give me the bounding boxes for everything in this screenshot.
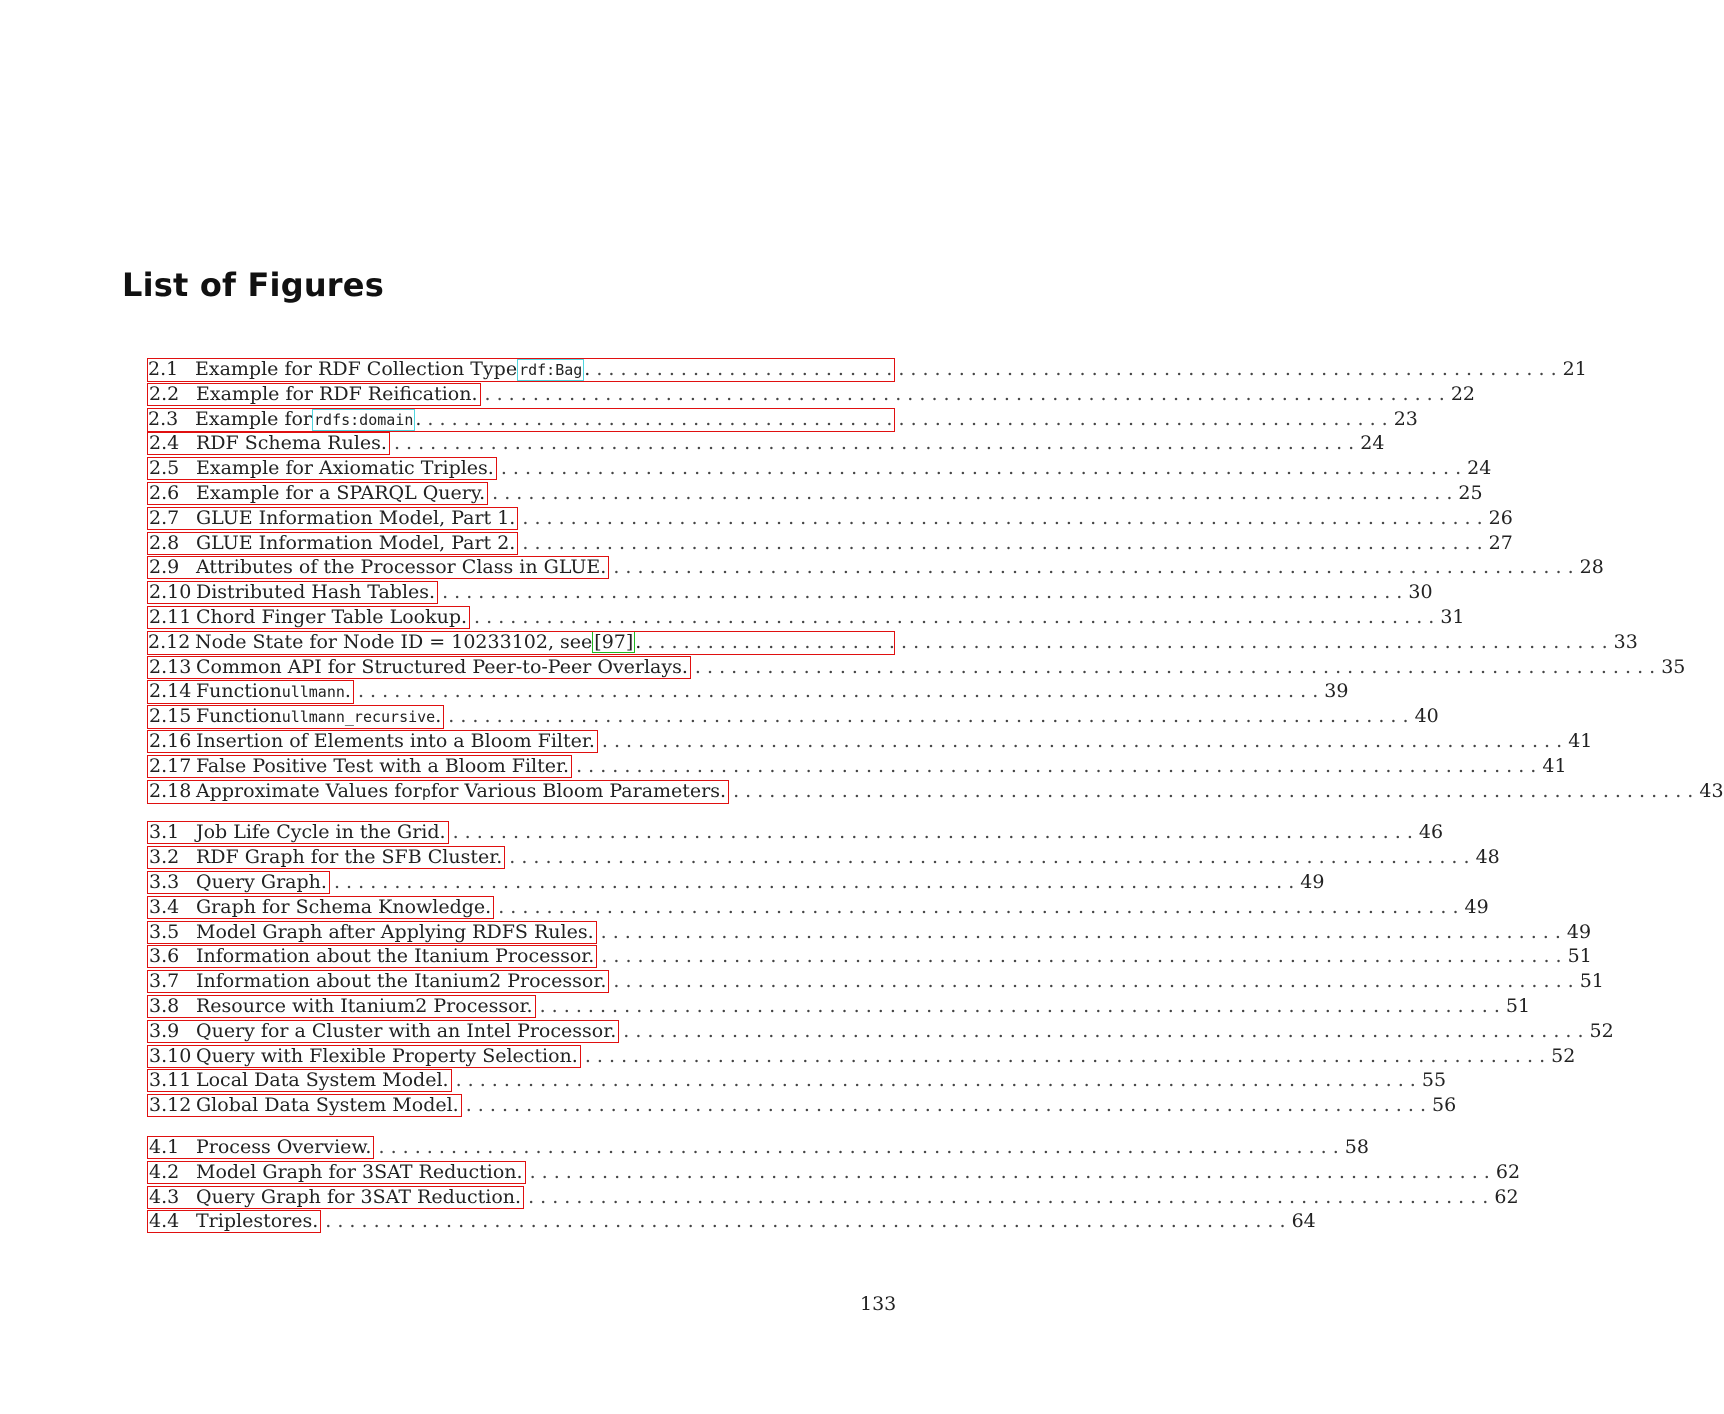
figure-page-number: 27 [1488,531,1513,554]
figure-link[interactable] [147,383,481,406]
figure-number: 3.1 [149,821,180,844]
leader-dots: . . . . . . . . . . . . . . . . . . . . . . . . . . . . . . . . . . . . . . . . . . . . . . . . . . . . . . . . . . . . . . . . . . . . . . . . . . . . . . . . [393,432,1355,455]
figure-caption: Distributed Hash Tables. [196,581,436,604]
figure-number: 2.17 [149,754,192,777]
figure-page-number: 48 [1475,846,1500,869]
figure-caption: Information about the Itanium2 Processor. [196,970,607,993]
figure-number: 2.18 [149,779,192,802]
figure-caption: Example for Axiomatic Triples. [196,457,494,480]
leader-dots: . . . . . . . . . . . . . . . . . . . . . . . . . . . . . . . . . . . . . . . . . . . . . . . . . . . . . . . . . . . . . . . . . . . . . . . . . . . . . . . . [694,655,1656,678]
figure-number: 2.2 [149,382,180,405]
figure-link[interactable] [147,482,488,505]
figure-caption: False Positive Test with a Bloom Filter. [196,754,570,777]
leader-dots: . . . . . . . . . . . . . . . . . . . . . . . . . . . . . . . . . . . . . . . . . . . . . . . . . . . . . . . . . . . . . . . . . . . . . . . . . . . . . . . . [455,1069,1416,1092]
figure-link[interactable] [147,631,643,653]
figure-caption: Chord Finger Table Lookup. [196,605,468,628]
figure-link[interactable] [147,606,470,629]
leader-dots: . . . . . . . . . . . . . . . . . . . . . . . . . . . . . . . . . . . . . . . . . . . . . . . . . . . . . . . . . . . . . . . . . . . . . . . . . . . . . . . . [378,1135,1339,1158]
figure-number: 3.2 [149,846,180,869]
figure-page-number: 21 [1562,358,1587,380]
leader-dots: . . . . . . . . . . . . . . . . . . . . . . . . . . . . . . . . . . . . . . . . . . . . . . . . . . . . . . . . . . . . . . . . . . . . . . . . . . . . . . . . [529,1160,1490,1183]
figure-caption: Resource with Itanium2 Processor. [196,994,533,1017]
lof-entry[interactable] [149,481,1483,506]
leader-dots: . . . . . . . . . . . . . . . . . . . . . . . . . . . . . . . . . . . . . . . . . . . . . . . . . . . . . . . . . . . . . . . . . . . . . . . . . . . . . . . . [474,605,1435,628]
figure-page-number: 24 [1360,432,1385,455]
figure-number: 2.1 [148,358,179,380]
leader-dots: . . . . . . . . . . . . . . . . . . . . . . . . . . . . . . . . . . . . . . . . . . . . . . . . . . . . . . . . . . . . . . . . . . . . . . . . . . . . . . . . [448,705,1409,728]
figure-page-number: 62 [1494,1185,1519,1208]
figure-caption: . [635,630,642,653]
figure-page-number: 55 [1421,1069,1447,1092]
figure-page-number: 56 [1432,1094,1457,1117]
leader-dots: . . . . . . . . . . . . . . . . . . . . . . . . . . . . . . . . . . . . . . . . . . . . . . . . . . . . . . . . . . . . . . . . . . . . . . . . . . . . . . . . [576,754,1537,777]
leader-dots: . . . . . . . . . . . . . . . . . . . . . . . . . . . . . . . . . . . . . . . . . . . . . . . . . . . . . . . . . . . . . . . . . . . . . . . . . . . . . . . . [325,1210,1286,1233]
figure-caption: RDF Schema Rules. [196,432,387,455]
citation-link[interactable]: [97] [594,630,634,653]
figure-number: 2.5 [149,457,180,480]
figure-number: 2.10 [149,581,192,604]
figure-caption: Query Graph for 3SAT Reduction. [196,1185,522,1208]
figure-link[interactable] [147,556,609,579]
figure-page-number: 24 [1467,457,1492,480]
figure-caption: Graph for Schema Knowledge. [196,895,492,918]
figure-link[interactable] [147,1045,581,1068]
figure-caption: Global Data System Model. [196,1094,459,1117]
leader-dots: . . . . . . . . . . . . . . . . . . . . . . . . . . . . . . . . . . . . . . . . . . . . . . . . . . . . . . . . . . . . . . . . . . . . . . . . . . . . . . . . [509,846,1470,869]
figure-page-number: 39 [1324,680,1349,703]
figure-page-number: 46 [1418,821,1444,844]
figure-caption: Information about the Itanium Processor. [196,945,595,968]
lof-entry[interactable] [149,655,1686,680]
figure-number: 3.9 [149,1019,180,1042]
figure-number: 3.8 [149,994,180,1017]
figure-page-number: 51 [1567,945,1592,968]
figure-page-number: 40 [1414,705,1439,728]
leader-dots: . . . . . . . . . . . . . . . . . . . . . . . . . . . . . . . . . . . . . . . . . . . . . . . . . . . . . . . . . . . . . . . . . . . . . . . . . . . . . . . . [613,556,1574,579]
leader-dots: . . . . . . . . . . . . . . . . . . . . . . . . . . . . . . . . . . . . . . . . . . . . . . . . . . . . . . . . . . . . . . . . . . . . . . . . . . . . . . . . [528,1185,1489,1208]
figure-link[interactable] [147,680,354,704]
figure-number: 4.4 [149,1210,180,1233]
leader-dots: . . . . . . . . . . . . . . . . . . . . . . . . . . . . . . . . . . . . . . . . . . . . . . . . . . . . . . . . . . . . . . . . . . . . . . . . . . . . . . . . [601,945,1562,968]
lof-entry[interactable] [149,920,1592,945]
figure-number: 3.5 [149,920,180,943]
code-link[interactable]: rdfs:domain [314,410,414,429]
leader-dots: . . . . . . . . . . . . . . . . . . . . . . . . . . . . . . . . . . . . . . . . . . . . . . . . . . . . . . . . . . . . . . . . . . . . . . . . . . . . . . . . [601,729,1563,752]
figure-page-number: 49 [1566,920,1592,943]
figure-caption: Function [196,705,282,728]
figure-caption: Local Data System Model. [196,1069,449,1092]
lof-entry[interactable] [149,580,1433,605]
lof-entry[interactable] [149,1160,1521,1185]
figure-page-number: 31 [1440,605,1465,628]
figure-link[interactable] [147,780,729,804]
leader-dots: . . . . . . . . . . . . . . . . . . . . . . . . . . . . . . . . . . . . . . . . . . . . . . . . . . . . . . . . . . . . . . . . . . . . . . . . . . . . . . . . [647,630,1608,653]
figure-link[interactable] [147,730,598,753]
page-title: List of Figures [122,266,384,304]
figure-caption: Example for a SPARQL Query. [196,481,486,504]
figure-caption: for Various Bloom Parameters. [430,779,727,802]
figure-page-number: 49 [1300,870,1325,893]
figure-number: 2.15 [149,705,192,728]
figure-number: 4.2 [149,1160,180,1183]
leader-dots: . . . . . . . . . . . . . . . . . . . . . . . . . . . . . . . . . . . . . . . . . . . . . . . . . . . . . . . . . . . . . . . . . . . . . . . . . . . . . . . . [484,382,1445,405]
figure-caption: Model Graph after Applying RDFS Rules. [196,920,594,943]
lof-entry[interactable] [149,679,1349,704]
lof-entry[interactable] [149,994,1531,1019]
lof-entry[interactable] [149,456,1492,481]
figure-caption: . [435,705,442,728]
lof-entry[interactable] [149,1135,1369,1160]
figure-link[interactable] [147,846,505,869]
figure-link[interactable] [147,921,597,944]
figure-number: 3.11 [149,1069,192,1092]
figure-link[interactable] [147,1186,524,1209]
figure-number: 2.14 [149,680,192,703]
figure-link[interactable] [147,1210,321,1233]
figure-caption: GLUE Information Model, Part 2. [196,531,516,554]
figure-caption: Node State for Node ID = 10233102, see [195,630,593,653]
leader-dots: . . . . . . . . . . . . . . . . . . . . . . . . . . . . . . . . . . . . . . . . . . . . . . . . . . . . . . . . . . . . . . . . . . . . . . . . . . . . . . . . [613,970,1574,993]
figure-number: 2.3 [148,407,179,430]
figure-link[interactable] [147,359,592,381]
code-text: ullmann [281,683,345,702]
figure-caption: Example for [195,407,313,430]
lof-entry[interactable] [149,1209,1316,1234]
figure-number: 2.6 [149,481,180,504]
leader-dots: . . . . . . . . . . . . . . . . . . . . . . . . . . . . . . . . . . . . . . . . . . . . . . . . . . . . . . . . . . . . . . . . . . . . . . . . . . . . . . . . [442,581,1403,604]
figure-page-number: 23 [1393,407,1418,430]
figure-caption: Process Overview. [196,1135,372,1158]
figure-number: 2.16 [149,729,192,752]
figure-page-number: 51 [1505,994,1531,1017]
figure-caption: Triplestores. [196,1210,319,1233]
lof-entry[interactable] [149,382,1475,407]
code-link[interactable]: rdf:Bag [519,361,583,379]
figure-caption: Approximate Values for [196,779,422,802]
figure-caption: Query for a Cluster with an Intel Processor. [196,1019,617,1042]
leader-dots: . . . . . . . . . . . . . . . . . . . . . . . . . . . . . . . . . . . . . . . . . . . . . . . . . . . . . . . . . . . . . . . . . . . . . . . . . . . . . . . . [498,895,1459,918]
figure-number: 2.4 [149,432,180,455]
figure-page-number: 52 [1589,1019,1614,1042]
figure-number: 2.13 [149,655,192,678]
page-number: 133 [860,1293,897,1315]
figure-link[interactable] [147,1161,526,1184]
lof-entry[interactable] [149,1093,1457,1118]
lof-entry[interactable] [149,531,1513,556]
leader-dots: . . . . . . . . . . . . . . . . . . . . . . . . . . . . . . . . . . . . . . . . . . . . . . . . . . . . . . . . . . . . . . . . . . . . . . . . . . . . . . . . [600,920,1561,943]
figure-number: 3.6 [149,945,180,968]
leader-dots: . . . . . . . . . . . . . . . . . . . . . . . . . . . . . . . . . . . . . . . . . . . . . . . . . . . . . . . . . . . . . . . . . . . . . . . . . . . . . . . . [465,1094,1427,1117]
code-text: ullmann_recursive [281,708,436,727]
figure-number: 2.8 [149,531,180,554]
figure-page-number: 62 [1495,1160,1521,1183]
figure-caption: Example for RDF Collection Type [195,358,518,380]
leader-dots: . . . . . . . . . . . . . . . . . . . . . . . . . . . . . . . . . . . . . . . . . . . . . . . . . . . . . . . . . . . . . . . . . . . . . . . . . . . . . . . . [623,1019,1584,1042]
figure-link[interactable] [147,1069,452,1092]
figure-page-number: 49 [1464,895,1489,918]
lof-entry[interactable] [149,605,1465,630]
figure-page-number: 41 [1542,754,1567,777]
figure-caption: Function [196,680,282,703]
leader-dots: . . . . . . . . . . . . . . . . . . . . . . . . . . . . . . . . . . . . . . . . . . . . . . . . . . . . . . . . . . . . . . . . . . . . . . . . . . . . . . . . [522,506,1483,529]
figure-link[interactable] [147,871,330,894]
leader-dots: . . . . . . . . . . . . . . . . . . . . . . . . . . . . . . . . . . . . . . . . . . . . . . . . . . . . . . . . . . . . . . . . . . . . . . . . . . . . . . . . [452,821,1413,844]
lof-entry[interactable] [149,1019,1614,1044]
figure-link[interactable] [147,896,494,919]
figure-link[interactable] [147,970,609,993]
figure-number: 3.10 [149,1044,192,1067]
lof-entry[interactable] [149,431,1385,456]
figure-caption: Job Life Cycle in the Grid. [196,821,446,844]
list-of-figures [148,357,1724,1234]
figure-link[interactable] [147,507,518,530]
figure-link[interactable] [147,656,691,679]
figure-number: 3.3 [149,870,180,893]
lof-entry[interactable] [149,1068,1447,1093]
figure-number: 2.12 [148,630,191,653]
lof-entry[interactable] [149,506,1513,531]
figure-number: 2.7 [149,506,180,529]
figure-link[interactable] [147,1094,462,1117]
leader-dots: . . . . . . . . . . . . . . . . . . . . . . . . . . . . . . . . . . . . . . . . . . . . . . . . . . . . . . . . . . . . . . . . . . . . . . . . . . . . . . . . [596,358,1557,380]
figure-number: 2.9 [149,556,180,579]
figure-link[interactable] [147,705,444,729]
leader-dots: . . . . . . . . . . . . . . . . . . . . . . . . . . . . . . . . . . . . . . . . . . . . . . . . . . . . . . . . . . . . . . . . . . . . . . . . . . . . . . . . [522,531,1483,554]
figure-link[interactable] [147,581,438,604]
lof-entry[interactable] [149,729,1593,754]
lof-entry[interactable] [149,754,1567,779]
figure-page-number: 22 [1450,382,1475,405]
figure-number: 3.12 [149,1094,192,1117]
figure-caption: Query Graph. [196,870,327,893]
figure-link[interactable] [147,432,390,455]
figure-link[interactable] [147,945,597,968]
figure-caption: GLUE Information Model, Part 1. [196,506,516,529]
figure-link[interactable] [147,821,449,844]
leader-dots: . . . . . . . . . . . . . . . . . . . . . . . . . . . . . . . . . . . . . . . . . . . . . . . . . . . . . . . . . . . . . . . . . . . . . . . . . . . . . . . . [733,779,1694,802]
figure-page-number: 52 [1551,1044,1576,1067]
leader-dots: . . . . . . . . . . . . . . . . . . . . . . . . . . . . . . . . . . . . . . . . . . . . . . . . . . . . . . . . . . . . . . . . . . . . . . . . . . . . . . . . [584,1044,1546,1067]
lof-entry[interactable] [149,555,1604,580]
lof-entry[interactable] [149,1185,1519,1210]
lof-entry[interactable] [148,630,1638,655]
lof-entry[interactable] [149,779,1724,804]
code-text: p [421,782,431,801]
leader-dots: . . . . . . . . . . . . . . . . . . . . . . . . . . . . . . . . . . . . . . . . . . . . . . . . . . . . . . . . . . . . . . . . . . . . . . . . . . . . . . . . [500,457,1462,480]
figure-number: 2.11 [149,605,192,628]
lof-entry[interactable] [149,969,1604,994]
lof-entry[interactable] [149,944,1592,969]
figure-page-number: 30 [1408,581,1433,604]
lof-entry[interactable] [148,407,1418,432]
lof-entry[interactable] [149,704,1439,729]
figure-link[interactable] [147,1020,619,1043]
figure-caption: . [584,358,591,380]
figure-number: 3.4 [149,895,180,918]
figure-page-number: 51 [1579,970,1604,993]
figure-page-number: 26 [1488,506,1513,529]
figure-caption: . [344,680,351,703]
lof-entry[interactable] [149,870,1325,895]
figure-page-number: 41 [1568,729,1593,752]
figure-page-number: 35 [1661,655,1686,678]
figure-caption: Model Graph for 3SAT Reduction. [196,1160,523,1183]
leader-dots: . . . . . . . . . . . . . . . . . . . . . . . . . . . . . . . . . . . . . . . . . . . . . . . . . . . . . . . . . . . . . . . . . . . . . . . . . . . . . . . . [427,407,1388,430]
figure-caption: Common API for Structured Peer-to-Peer Overlays. [196,655,688,678]
lof-entry[interactable] [149,820,1444,845]
figure-link[interactable] [147,755,572,778]
leader-dots: . . . . . . . . . . . . . . . . . . . . . . . . . . . . . . . . . . . . . . . . . . . . . . . . . . . . . . . . . . . . . . . . . . . . . . . . . . . . . . . . [357,680,1319,703]
figure-caption: Insertion of Elements into a Bloom Filter. [196,729,595,752]
figure-link[interactable] [147,532,518,555]
lof-entry[interactable] [149,895,1489,920]
lof-entry[interactable] [148,357,1587,382]
figure-caption: Query with Flexible Property Selection. [196,1044,578,1067]
figure-link[interactable] [147,457,497,480]
leader-dots: . . . . . . . . . . . . . . . . . . . . . . . . . . . . . . . . . . . . . . . . . . . . . . . . . . . . . . . . . . . . . . . . . . . . . . . . . . . . . . . . [492,481,1453,504]
figure-page-number: 33 [1613,630,1638,653]
leader-dots: . . . . . . . . . . . . . . . . . . . . . . . . . . . . . . . . . . . . . . . . . . . . . . . . . . . . . . . . . . . . . . . . . . . . . . . . . . . . . . . . [539,994,1500,1017]
figure-number: 4.1 [149,1135,180,1158]
lof-entry[interactable] [149,845,1500,870]
figure-caption: RDF Graph for the SFB Cluster. [196,846,503,869]
figure-link[interactable] [147,995,536,1018]
figure-link[interactable] [147,409,423,431]
figure-page-number: 28 [1579,556,1604,579]
figure-page-number: 58 [1344,1135,1369,1158]
figure-caption: . [415,407,422,430]
figure-caption: Attributes of the Processor Class in GLUE. [196,556,607,579]
figure-page-number: 43 [1699,779,1724,802]
figure-page-number: 25 [1458,481,1483,504]
lof-entry[interactable] [149,1044,1576,1069]
figure-link[interactable] [147,1136,374,1159]
figure-page-number: 64 [1291,1210,1316,1233]
figure-caption: Example for RDF Reification. [196,382,478,405]
figure-number: 4.3 [149,1185,180,1208]
figure-number: 3.7 [149,970,180,993]
leader-dots: . . . . . . . . . . . . . . . . . . . . . . . . . . . . . . . . . . . . . . . . . . . . . . . . . . . . . . . . . . . . . . . . . . . . . . . . . . . . . . . . [333,870,1295,893]
